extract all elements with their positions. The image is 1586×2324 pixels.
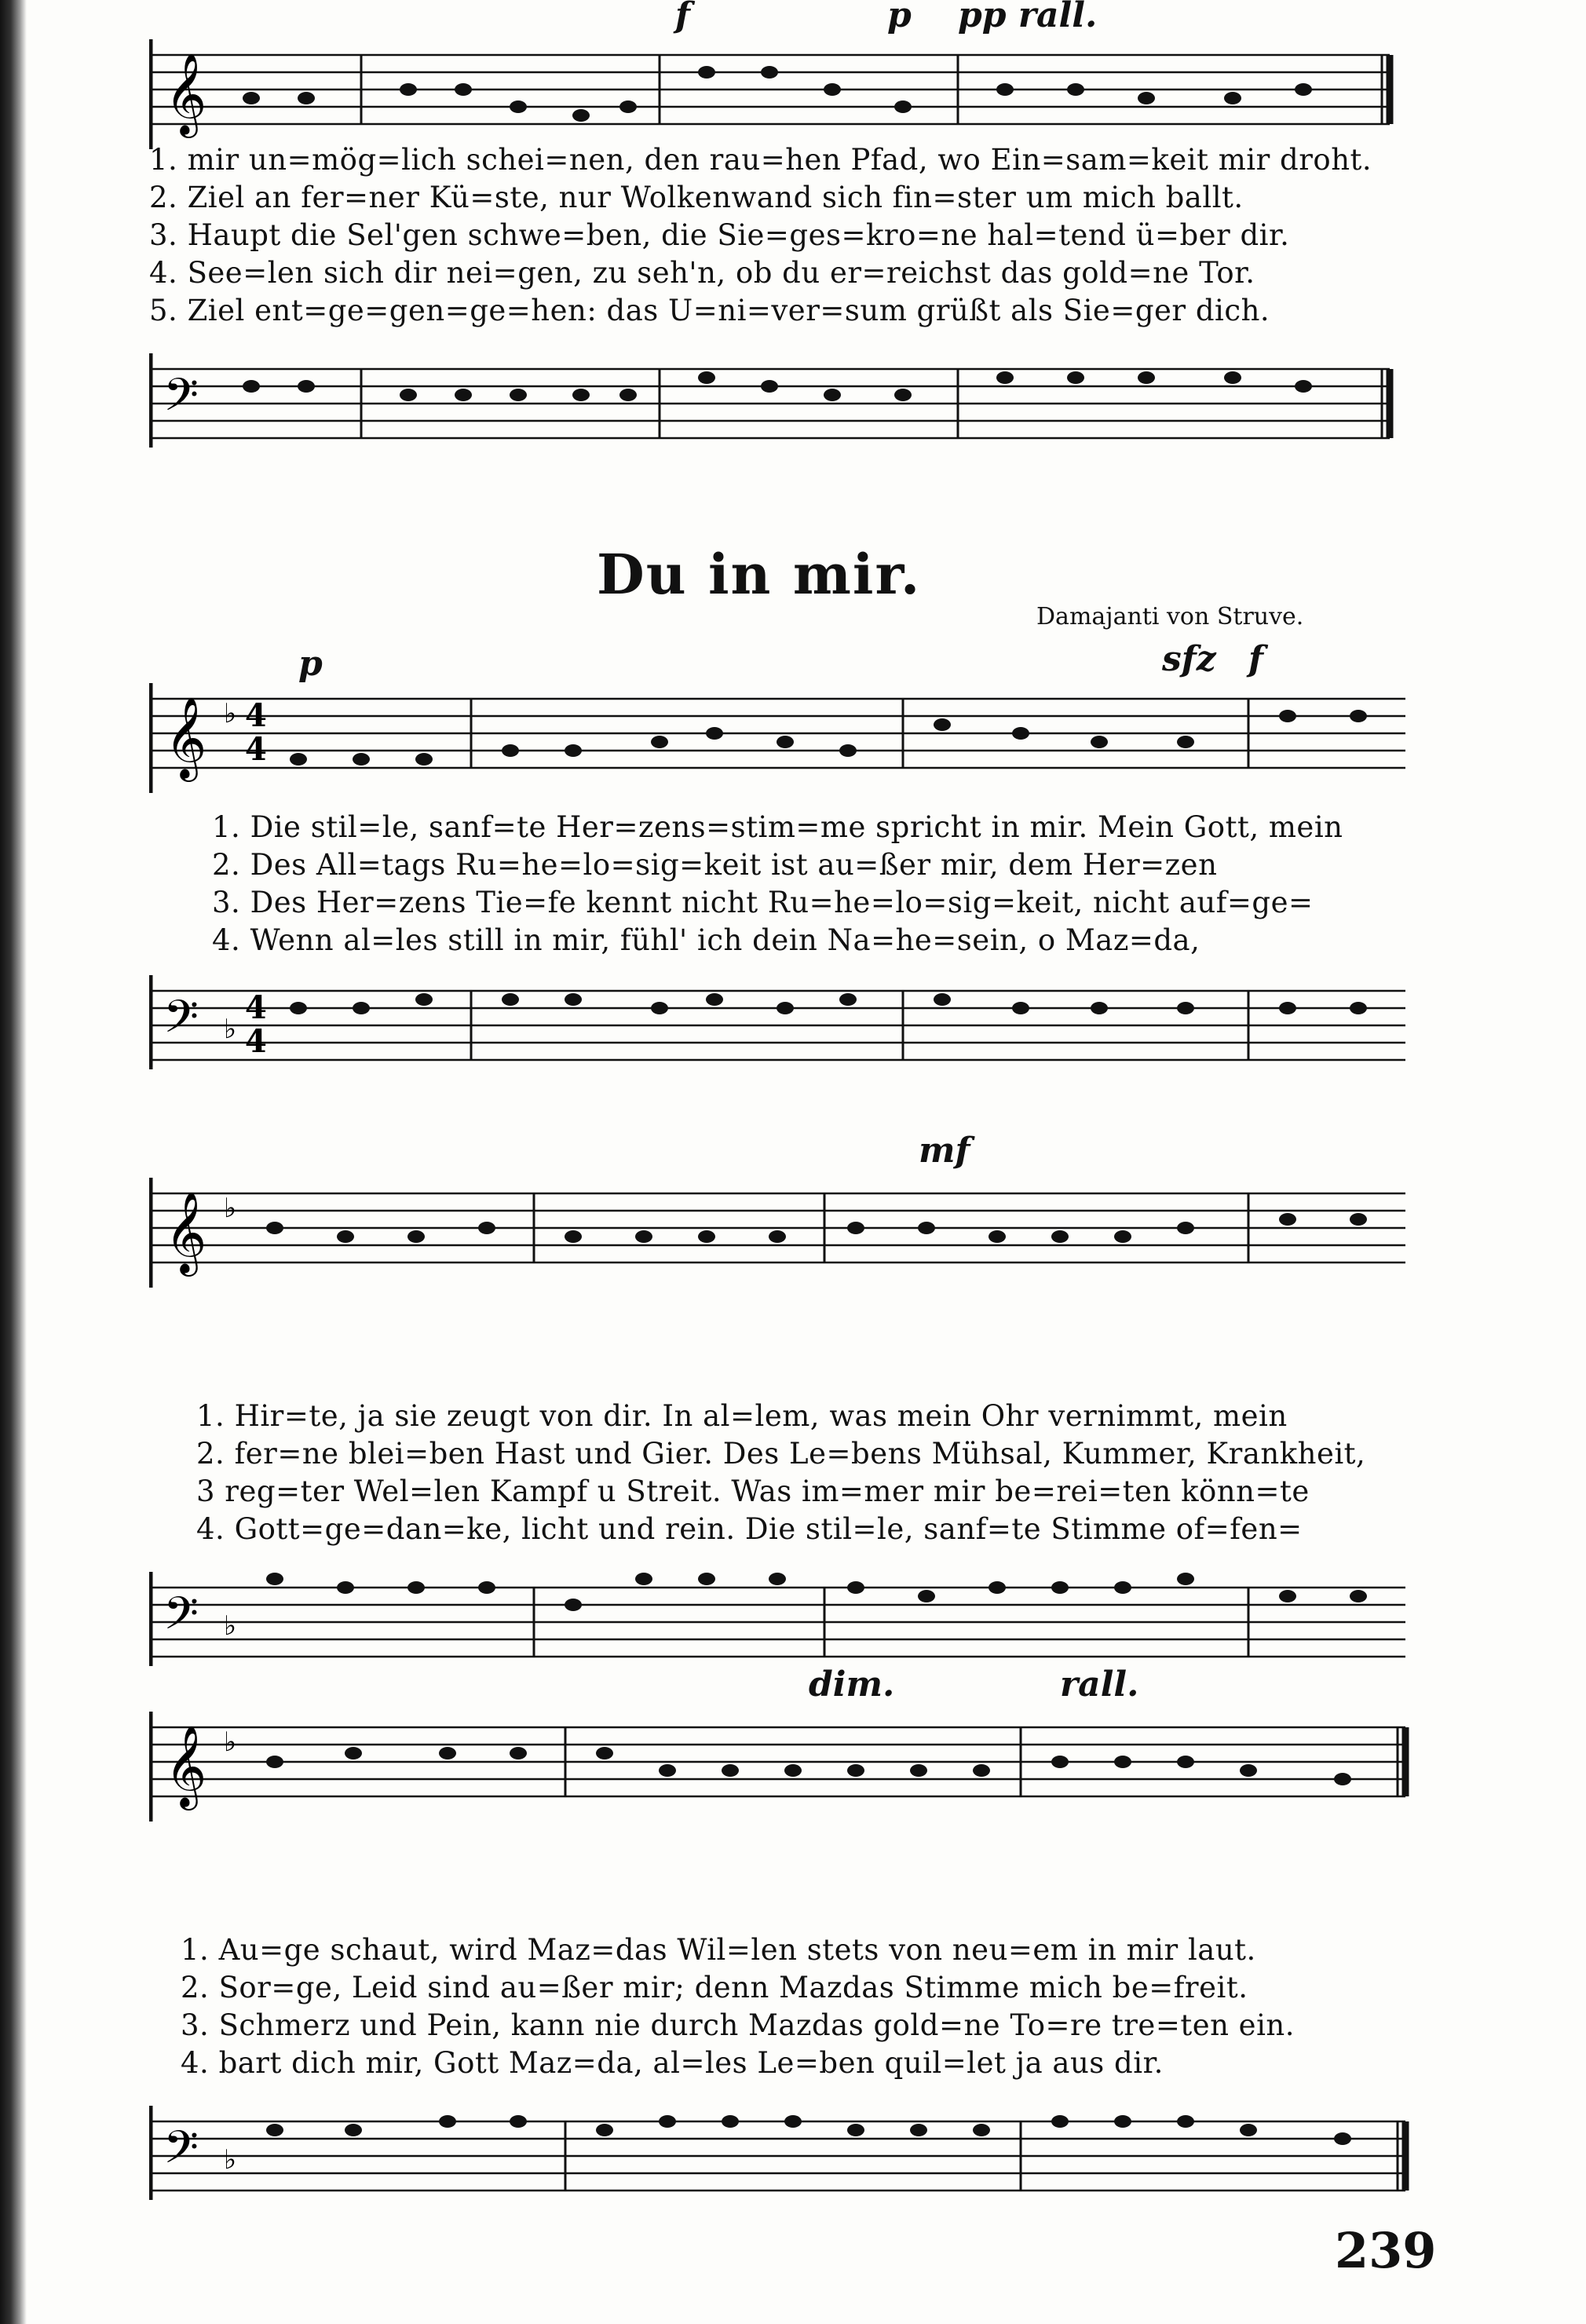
verse-line: 2. Des All=tags Ru=he=lo=sig=keit ist au=ßer mir, dem Her=zen bbox=[212, 848, 1218, 882]
bass-staff bbox=[149, 2106, 1421, 2192]
dynamic-mark: f bbox=[675, 0, 690, 35]
svg-text:𝄞: 𝄞 bbox=[165, 53, 207, 135]
verse-line: 1. Au=ge schaut, wird Maz=das Wil=len stets von neu=em in mir laut. bbox=[181, 1933, 1256, 1967]
svg-text:♭: ♭ bbox=[224, 698, 237, 729]
treble-staff-graphic bbox=[149, 39, 1421, 149]
verse-line: 3. Schmerz und Pein, kann nie durch Mazdas gold=ne To=re tre=ten ein. bbox=[181, 2008, 1295, 2042]
verse-block bbox=[196, 1398, 1468, 1548]
music-system-3 bbox=[149, 1649, 1421, 2185]
verse-line: 2. fer=ne blei=ben Hast und Gier. Des Le=bens Mühsal, Kummer, Krankheit, bbox=[196, 1437, 1366, 1471]
verse-line: 5. Ziel ent=ge=gen=ge=hen: das U=ni=ver=sum grüßt als Sie=ger dich. bbox=[149, 294, 1270, 327]
bass-staff bbox=[149, 975, 1421, 1062]
svg-text:𝄢: 𝄢 bbox=[163, 368, 199, 433]
treble-staff-graphic bbox=[149, 683, 1421, 793]
treble-staff bbox=[149, 1178, 1421, 1273]
svg-text:𝄢: 𝄢 bbox=[163, 990, 199, 1054]
verse-line: 2. Sor=ge, Leid sind au=ßer mir; denn Mazdas Stimme mich be=freit. bbox=[181, 1971, 1248, 2004]
verse-block bbox=[181, 1931, 1453, 2082]
svg-text:♭: ♭ bbox=[224, 1727, 237, 1758]
hymn-author: Damajanti von Struve. bbox=[1036, 603, 1304, 630]
svg-text:♭: ♭ bbox=[224, 1610, 237, 1642]
svg-text:♭: ♭ bbox=[224, 2144, 237, 2176]
verse-line: 1. Die stil=le, sanf=te Her=zens=stim=me spricht in mir. Mein Gott, mein bbox=[212, 810, 1343, 844]
verse-line: 4. bart dich mir, Gott Maz=da, al=les Le=ben quil=let ja aus dir. bbox=[181, 2046, 1164, 2080]
svg-text:𝄞: 𝄞 bbox=[165, 1191, 207, 1273]
treble-staff-graphic bbox=[149, 1712, 1421, 1822]
verse-line: 4. See=len sich dir nei=gen, zu seh'n, ob du er=reichst das gold=ne Tor. bbox=[149, 256, 1255, 290]
verse-block bbox=[149, 141, 1421, 330]
verse-line: 3 reg=ter Wel=len Kampf u Streit. Was im=mer mir be=rei=ten könn=te bbox=[196, 1474, 1310, 1508]
hymn-title: Du in mir. bbox=[597, 542, 922, 607]
dynamic-mark: pp rall. bbox=[958, 0, 1098, 35]
dynamic-mark: rall. bbox=[1060, 1664, 1139, 1705]
verse-block bbox=[212, 809, 1484, 959]
verse-line: 1. Hir=te, ja sie zeugt von dir. In al=lem, was mein Ohr vernimmt, mein bbox=[196, 1399, 1288, 1433]
svg-text:𝄢: 𝄢 bbox=[163, 1587, 199, 1651]
svg-text:𝄞: 𝄞 bbox=[165, 1725, 207, 1807]
verse-line: 3. Des Her=zens Tie=fe kennt nicht Ru=he=lo=sig=keit, nicht auf=ge= bbox=[212, 886, 1314, 919]
verse-line: 1. mir un=mög=lich schei=nen, den rau=hen Pfad, wo Ein=sam=keit mir droht. bbox=[149, 143, 1372, 177]
dynamic-mark: f bbox=[1248, 639, 1263, 679]
page-number: 239 bbox=[1335, 2222, 1437, 2279]
verse-line: 4. Wenn al=les still in mir, fühl' ich dein Na=he=sein, o Maz=da, bbox=[212, 923, 1200, 957]
treble-staff-graphic bbox=[149, 1178, 1421, 1288]
svg-text:4: 4 bbox=[245, 1023, 267, 1060]
music-system-1 bbox=[149, 639, 1421, 1060]
svg-text:𝄢: 𝄢 bbox=[163, 2121, 199, 2185]
bass-staff-graphic bbox=[149, 975, 1421, 1085]
treble-staff bbox=[149, 1712, 1421, 1807]
treble-staff bbox=[149, 39, 1421, 135]
dynamic-mark: mf bbox=[919, 1131, 970, 1171]
svg-text:♭: ♭ bbox=[224, 1193, 237, 1224]
bass-staff bbox=[149, 353, 1421, 440]
music-system-2 bbox=[149, 1131, 1421, 1651]
svg-text:4: 4 bbox=[245, 697, 267, 734]
verse-line: 3. Haupt die Sel'gen schwe=ben, die Sie=ges=kro=ne hal=tend ü=ber dir. bbox=[149, 218, 1290, 252]
svg-text:𝄞: 𝄞 bbox=[165, 696, 207, 779]
page-binding-edge bbox=[0, 0, 27, 2324]
bass-staff-graphic bbox=[149, 2106, 1421, 2216]
music-system-0 bbox=[149, 0, 1421, 433]
dynamic-mark: sfz bbox=[1162, 639, 1216, 679]
bass-staff bbox=[149, 1572, 1421, 1658]
dynamic-mark: dim. bbox=[809, 1664, 895, 1705]
verse-line: 2. Ziel an fer=ner Kü=ste, nur Wolkenwand sich fin=ster um mich ballt. bbox=[149, 181, 1244, 214]
treble-staff bbox=[149, 683, 1421, 779]
dynamic-mark: p bbox=[298, 644, 323, 684]
svg-text:♭: ♭ bbox=[224, 1014, 237, 1045]
svg-text:4: 4 bbox=[245, 989, 267, 1026]
bass-staff-graphic bbox=[149, 353, 1421, 463]
verse-line: 4. Gott=ge=dan=ke, licht und rein. Die stil=le, sanf=te Stimme of=fen= bbox=[196, 1512, 1303, 1546]
dynamic-mark: p bbox=[887, 0, 912, 35]
svg-text:4: 4 bbox=[245, 731, 267, 768]
